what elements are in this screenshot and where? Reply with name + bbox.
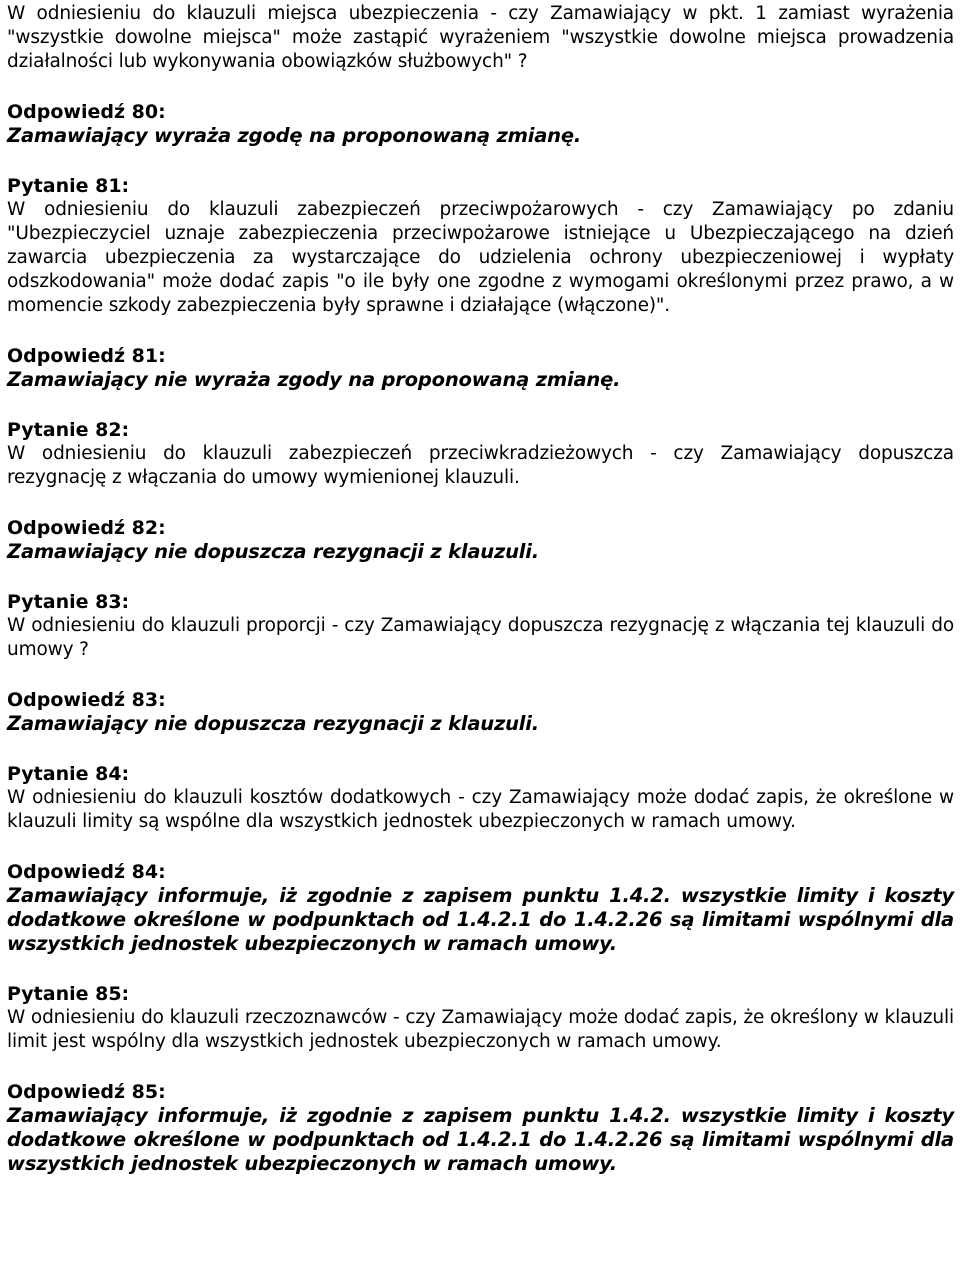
spacer: [7, 956, 954, 982]
question-block-83: [7, 590, 954, 662]
spacer: [7, 318, 954, 344]
question-text-85: W odniesieniu do klauzuli rzeczoznawców - czy Zamawiający może dodać zapis, że określony w klauzuli limit jest wspólny dla wszystkich jednostek ubezpieczonych w ramach umowy.: [7, 1007, 954, 1052]
answer-block-82: [7, 516, 954, 564]
question-heading-81: Pytanie 81:: [7, 175, 130, 197]
question-heading-83: Pytanie 83:: [7, 591, 130, 613]
answer-heading-83: Odpowiedź 83:: [7, 689, 166, 711]
answer-heading-85: Odpowiedź 85:: [7, 1081, 166, 1103]
answer-block-80: [7, 100, 954, 148]
answer-block-83: [7, 688, 954, 736]
spacer: [7, 148, 954, 174]
question-text-84: W odniesieniu do klauzuli kosztów dodatkowych - czy Zamawiający może dodać zapis, że określone w klauzuli limity są wspólne dla wszystkich jednostek ubezpieczonych w ramach umowy.: [7, 787, 954, 832]
question-block-85: [7, 982, 954, 1054]
answer-block-81: [7, 344, 954, 392]
answer-text-85: Zamawiający informuje, iż zgodnie z zapisem punktu 1.4.2. wszystkie limity i koszty dodatkowe określone w podpunktach od 1.4.2.1 do 1.4.2.26 są limitami wspólnymi dla wszystkich jednostek ubezpieczonych w ramach umowy.: [7, 1104, 954, 1175]
spacer: [7, 736, 954, 762]
answer-heading-84: Odpowiedź 84:: [7, 861, 166, 883]
answer-text-82: Zamawiający nie dopuszcza rezygnacji z klauzuli.: [7, 540, 539, 563]
question-block-82: [7, 418, 954, 490]
intro-question-text: W odniesieniu do klauzuli miejsca ubezpieczenia - czy Zamawiający w pkt. 1 zamiast wyrażenia "wszystkie dowolne miejsca" może zastąpić wyrażeniem "wszystkie dowolne miejsca prowadzenia działalności lub wykonywania obowiązków służbowych" ?: [7, 3, 954, 72]
answer-text-84: Zamawiający informuje, iż zgodnie z zapisem punktu 1.4.2. wszystkie limity i koszty dodatkowe określone w podpunktach od 1.4.2.1 do 1.4.2.26 są limitami wspólnymi dla wszystkich jednostek ubezpieczonych w ramach umowy.: [7, 884, 954, 955]
question-block-84: [7, 762, 954, 834]
answer-text-83: Zamawiający nie dopuszcza rezygnacji z klauzuli.: [7, 712, 539, 735]
spacer: [7, 662, 954, 688]
spacer: [7, 392, 954, 418]
question-heading-82: Pytanie 82:: [7, 419, 130, 441]
question-text-82: W odniesieniu do klauzuli zabezpieczeń przeciwkradzieżowych - czy Zamawiający dopuszcza rezygnację z włączania do umowy wymienionej klauzuli.: [7, 443, 954, 488]
answer-heading-81: Odpowiedź 81:: [7, 345, 166, 367]
spacer: [7, 490, 954, 516]
question-heading-85: Pytanie 85:: [7, 983, 130, 1005]
spacer: [7, 564, 954, 590]
spacer: [7, 74, 954, 100]
answer-text-80: Zamawiający wyraża zgodę na proponowaną zmianę.: [7, 124, 582, 147]
answer-heading-80: Odpowiedź 80:: [7, 101, 166, 123]
answer-block-84: [7, 860, 954, 956]
question-text-81: W odniesieniu do klauzuli zabezpieczeń przeciwpożarowych - czy Zamawiający po zdaniu "Ubezpieczyciel uznaje zabezpieczenia przeciwpożarowe istniejące u Ubezpieczającego na dzień zawarcia ubezpieczenia za wystarczające do udzielenia ochrony ubezpieczeniowej i wypłaty odszkodowania" może dodać zapis "o ile były one zgodne z wymogami określonymi przez prawo, a w momencie szkody zabezpieczenia były sprawne i działające (włączone)".: [7, 199, 954, 316]
question-heading-84: Pytanie 84:: [7, 763, 130, 785]
spacer: [7, 1054, 954, 1080]
spacer: [7, 834, 954, 860]
answer-heading-82: Odpowiedź 82:: [7, 517, 166, 539]
answer-text-81: Zamawiający nie wyraża zgody na proponowaną zmianę.: [7, 368, 621, 391]
question-text-83: W odniesieniu do klauzuli proporcji - czy Zamawiający dopuszcza rezygnację z włączania tej klauzuli do umowy ?: [7, 615, 954, 660]
question-block-81: [7, 174, 954, 318]
answer-block-85: [7, 1080, 954, 1176]
